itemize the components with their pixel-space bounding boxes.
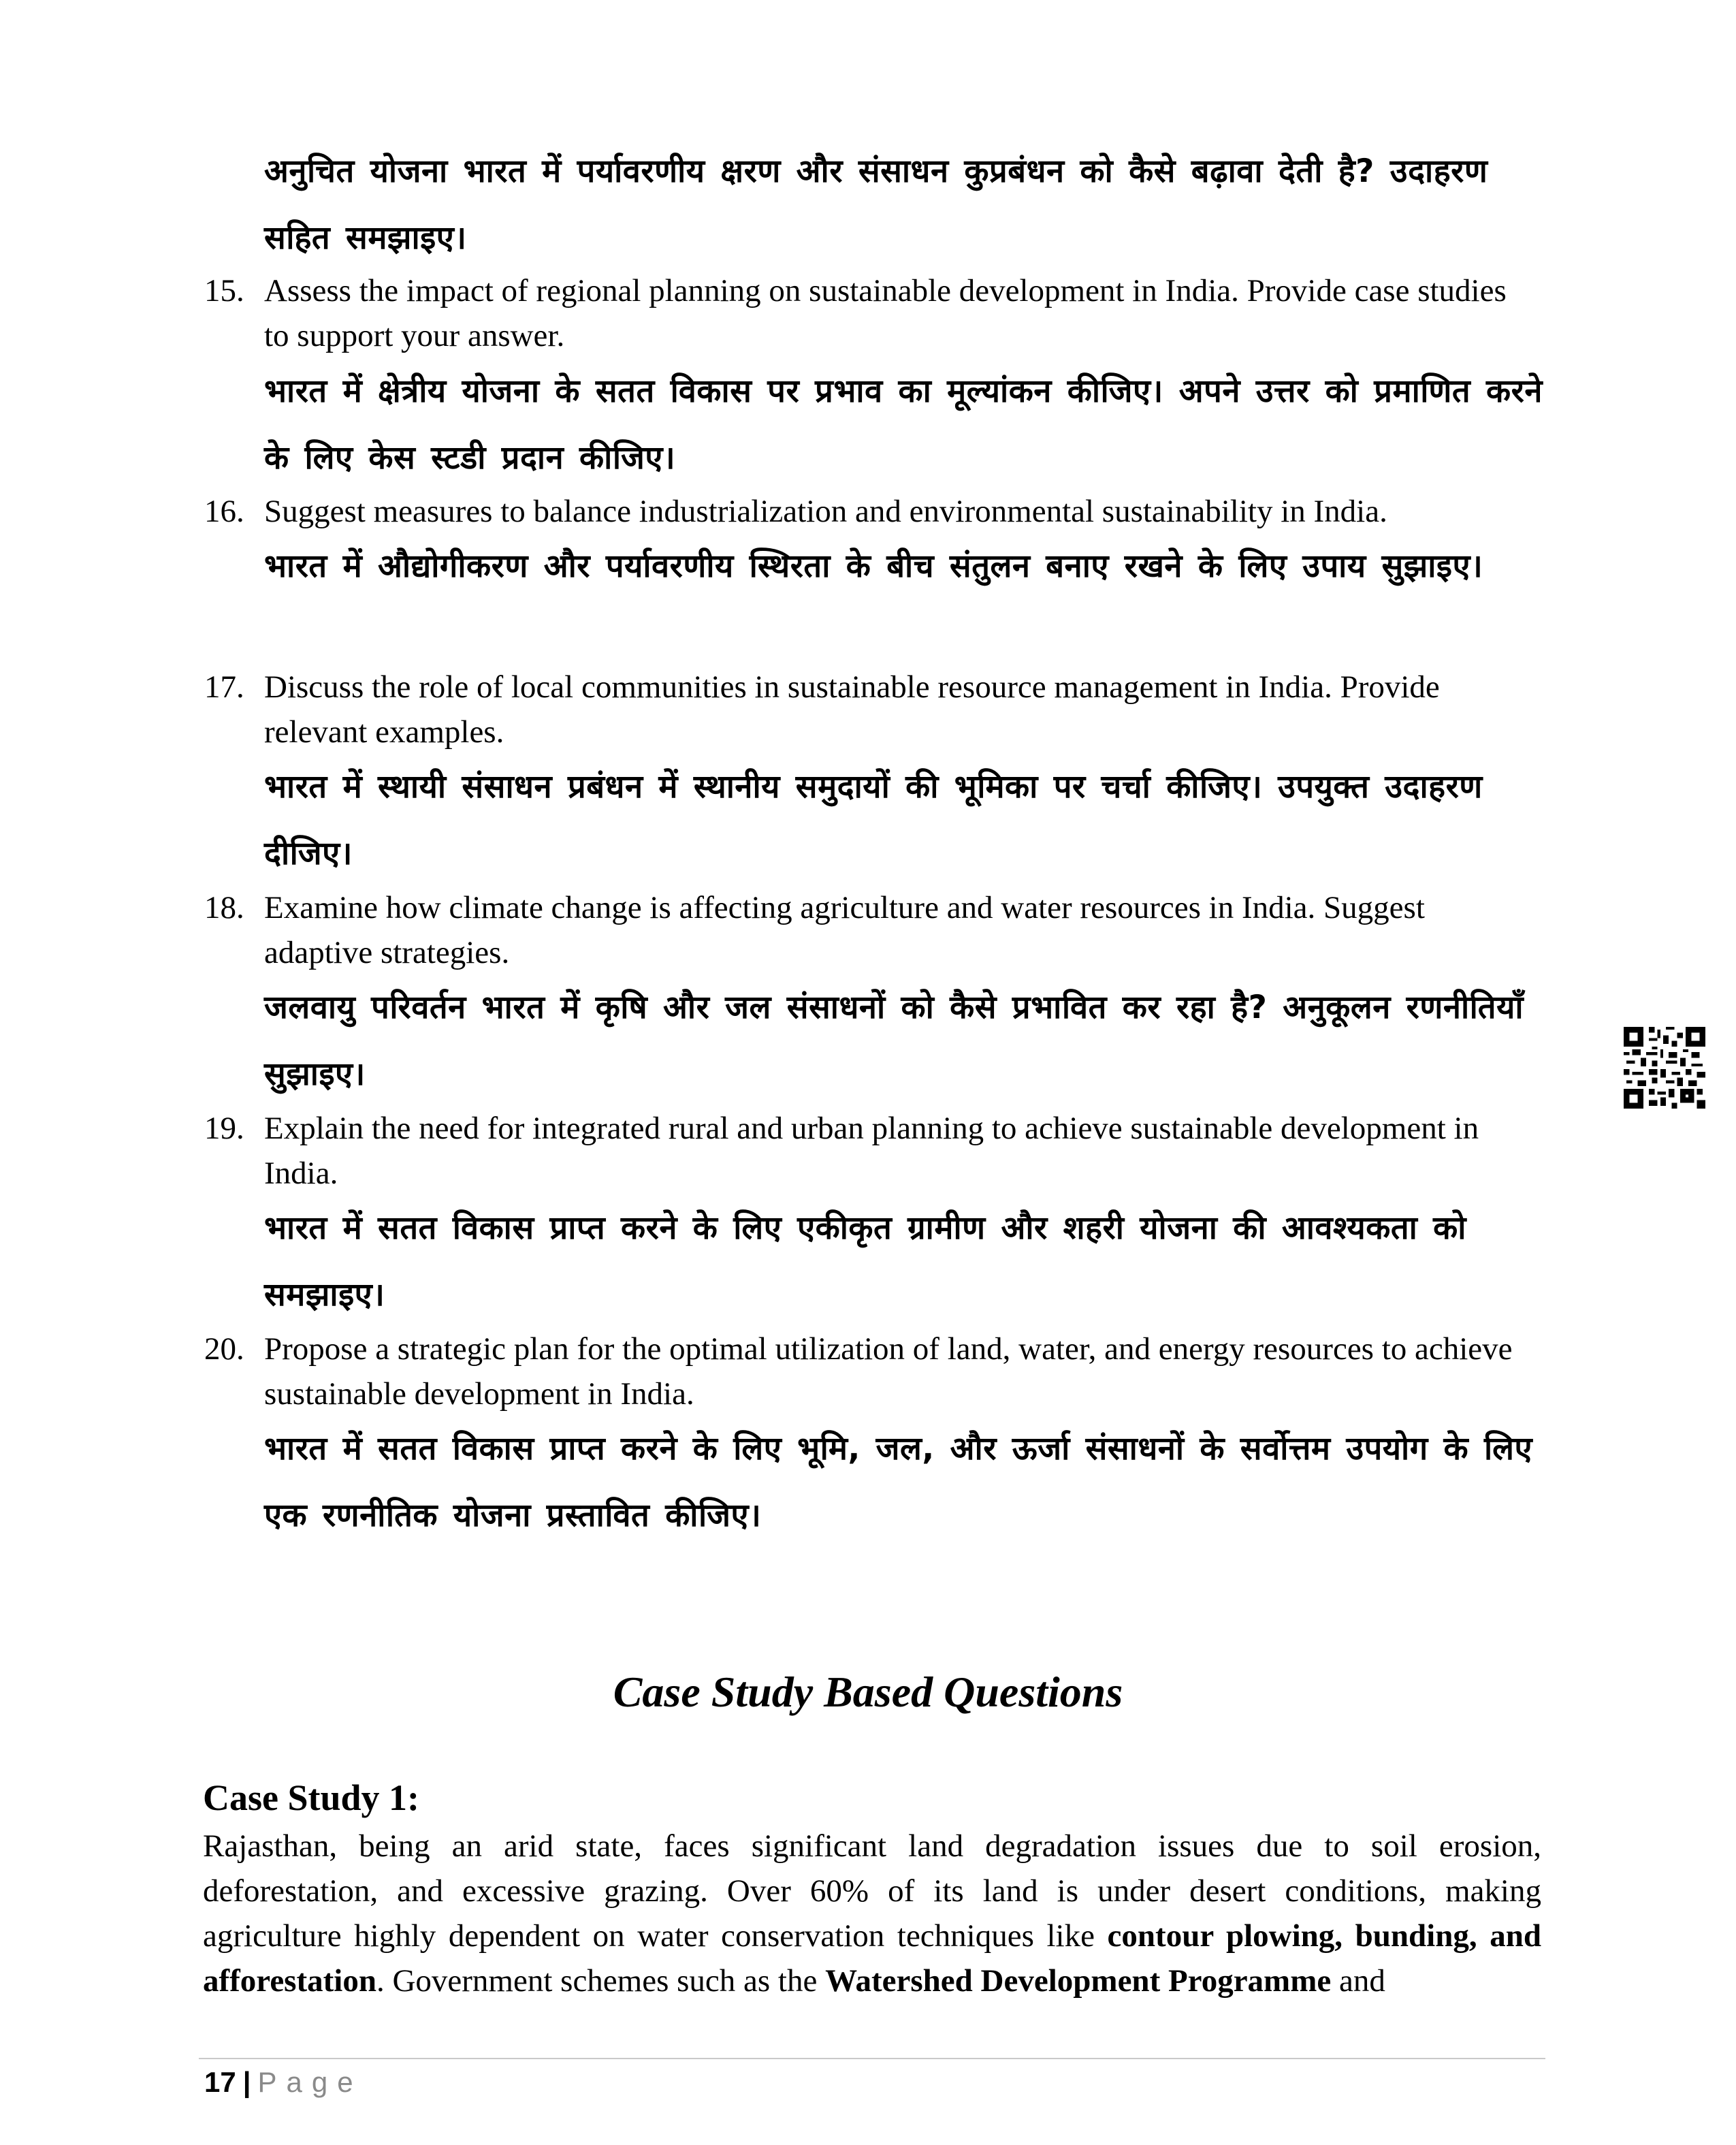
question-17-hindi: भारत में स्थायी संसाधन प्रबंधन में स्थानीय समुदायों की भूमिका पर चर्चा कीजिए। उपयुक्त उदाहरण दीजिए। <box>264 768 1483 872</box>
qr-code-icon[interactable] <box>1624 1027 1705 1109</box>
question-17-english <box>204 665 1539 754</box>
question-19-english <box>204 1106 1539 1196</box>
question-19-hindi: भारत में सतत विकास प्राप्त करने के लिए एकीकृत ग्रामीण और शहरी योजना की आवश्यकता को समझाइए। <box>264 1209 1466 1314</box>
question-19-number: 19. <box>204 1111 244 1146</box>
question-17-number: 17. <box>204 669 244 705</box>
question-16-hindi: भारत में औद्योगीकरण और पर्यावरणीय स्थिरता के बीच संतुलन बनाए रखने के लिए उपाय सुझाइए। <box>264 547 1483 585</box>
question-20-english <box>204 1326 1539 1416</box>
case-study-text-3: and <box>1331 1963 1385 1999</box>
page-label: Page <box>257 2066 363 2098</box>
question-18-number: 18. <box>204 890 244 925</box>
case-study-text-2: . Government schemes such as the <box>376 1963 826 1999</box>
question-20-number: 20. <box>204 1331 244 1367</box>
question-15-text: Assess the impact of regional planning on sustainable development in India. Provide case studies to support your answer. <box>264 273 1507 353</box>
case-study-text-1: Rajasthan, being an arid state, faces significant land degradation issues due to soil erosion, deforestation, and excessive grazing. Over 60% of its land is under desert conditions, making agriculture highly dependent on water conservation techniques like <box>203 1828 1541 1954</box>
question-14-hindi-continued: अनुचित योजना भारत में पर्यावरणीय क्षरण और संसाधन कुप्रबंधन को कैसे बढ़ावा देती है? उदाहरण सहित समझाइए। <box>264 153 1488 257</box>
question-16-text: Suggest measures to balance industrialization and environmental sustainability in India. <box>264 494 1387 529</box>
question-18-english <box>204 885 1539 975</box>
footer-separator: | <box>242 2066 251 2098</box>
case-study-paragraph <box>203 1824 1541 2003</box>
question-17-text: Discuss the role of local communities in sustainable resource management in India. Provide relevant examples. <box>264 669 1440 750</box>
page-number: 17 <box>204 2066 236 2098</box>
question-18-hindi: जलवायु परिवर्तन भारत में कृषि और जल संसाधनों को कैसे प्रभावित कर रहा है? अनुकूलन रणनीतियाँ सुझाइए। <box>264 989 1524 1093</box>
page-footer <box>204 2063 363 2101</box>
question-15-english <box>204 268 1539 358</box>
case-study-bold-1: contour plowing, bunding, and afforestation <box>203 1918 1541 1999</box>
case-study-heading: Case Study 1: <box>203 1777 420 1818</box>
footer-divider <box>199 2058 1545 2059</box>
question-20-text: Propose a strategic plan for the optimal utilization of land, water, and energy resources to achieve sustainable development in India. <box>264 1331 1513 1412</box>
question-15-number: 15. <box>204 273 244 308</box>
case-study-bold-2: Watershed Development Programme <box>825 1963 1332 1999</box>
question-15-hindi: भारत में क्षेत्रीय योजना के सतत विकास पर प्रभाव का मूल्यांकन कीजिए। अपने उत्तर को प्रमाणित करने के लिए केस स्टडी प्रदान कीजिए। <box>264 372 1543 477</box>
question-18-text: Examine how climate change is affecting agriculture and water resources in India. Suggest adaptive strategies. <box>264 890 1425 970</box>
section-title: Case Study Based Questions <box>613 1668 1123 1716</box>
question-19-text: Explain the need for integrated rural and urban planning to achieve sustainable development in India. <box>264 1111 1479 1191</box>
question-16-number: 16. <box>204 494 244 529</box>
question-20-hindi: भारत में सतत विकास प्राप्त करने के लिए भूमि, जल, और ऊर्जा संसाधनों के सर्वोत्तम उपयोग के लिए एक रणनीतिक योजना प्रस्तावित कीजिए। <box>264 1430 1533 1534</box>
question-16-english <box>204 489 1539 534</box>
